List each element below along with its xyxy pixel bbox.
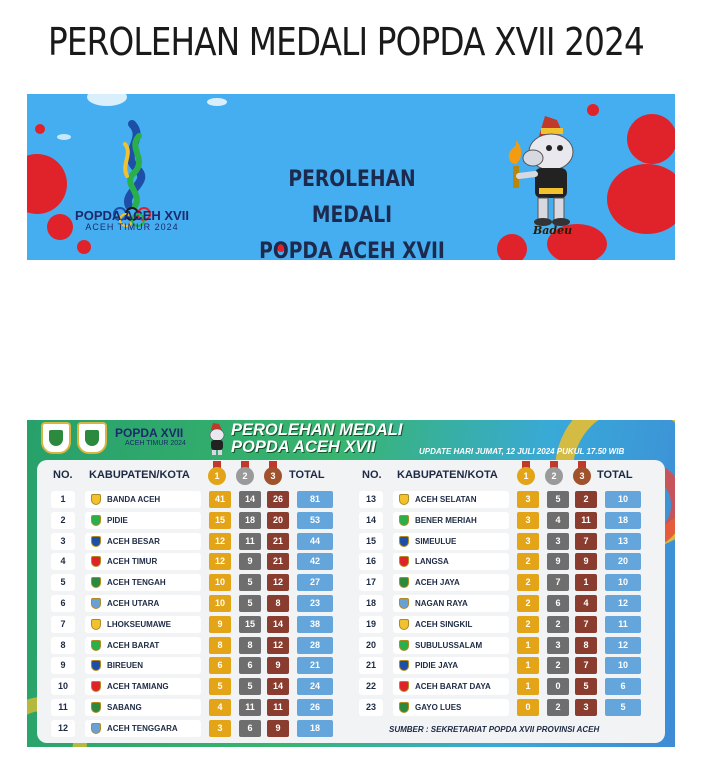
- region-name-label: ACEH BESAR: [107, 536, 160, 546]
- header-no-right: NO.: [362, 469, 382, 481]
- region-crest-icon: [91, 619, 101, 630]
- bronze-count: 1: [575, 574, 597, 591]
- gold-count: 12: [209, 533, 231, 550]
- mascot-name: Badeu: [533, 224, 573, 237]
- source-note: SUMBER : SEKRETARIAT POPDA XVII PROVINSI ACEH: [389, 725, 600, 734]
- page-title: PEROLEHAN MEDALI POPDA XVII 2024: [48, 20, 644, 64]
- board-title-line1: PEROLEHAN MEDALI: [231, 421, 403, 439]
- total-count: 12: [605, 595, 641, 612]
- bronze-count: 7: [575, 533, 597, 550]
- region-crest-icon: [399, 660, 409, 671]
- total-count: 12: [605, 637, 641, 654]
- rank-number: 8: [51, 637, 75, 654]
- aceh-timur-crest-icon: [77, 422, 107, 454]
- bronze-count: 26: [267, 491, 289, 508]
- region-crest-icon: [91, 598, 101, 609]
- region-name: [85, 595, 201, 612]
- region-name-label: LHOKSEUMAWE: [107, 619, 171, 629]
- region-name: [393, 533, 509, 550]
- silver-count: 2: [547, 616, 569, 633]
- bronze-count: 8: [575, 637, 597, 654]
- bronze-count: 7: [575, 657, 597, 674]
- region-name: [85, 657, 201, 674]
- silver-count: 3: [547, 533, 569, 550]
- region-crest-icon: [399, 556, 409, 567]
- bronze-count: 14: [267, 616, 289, 633]
- popda-logo-icon: [67, 114, 197, 254]
- banner-image: [27, 94, 675, 260]
- board-title-line2: POPDA ACEH XVII: [231, 438, 376, 456]
- rank-number: 7: [51, 616, 75, 633]
- gold-count: 3: [517, 512, 539, 529]
- region-name-label: NAGAN RAYA: [415, 599, 468, 608]
- medal-standings-board: [27, 420, 675, 747]
- region-crest-icon: [91, 640, 101, 651]
- region-crest-icon: [91, 556, 101, 567]
- silver-count: 2: [547, 657, 569, 674]
- region-crest-icon: [399, 619, 409, 630]
- bronze-count: 9: [267, 720, 289, 737]
- bronze-count: 11: [267, 699, 289, 716]
- region-name-label: ACEH BARAT DAYA: [415, 682, 491, 692]
- region-name: [85, 491, 201, 508]
- rank-number: 22: [359, 678, 383, 695]
- rank-number: 9: [51, 657, 75, 674]
- bronze-medal-icon: 3: [572, 461, 592, 485]
- gold-count: 2: [517, 616, 539, 633]
- region-name-label: PIDIE: [107, 515, 128, 525]
- total-count: 42: [297, 553, 333, 570]
- region-name: [85, 720, 201, 737]
- silver-count: 6: [239, 720, 261, 737]
- banner-logo-text: POPDA ACEH XVII: [75, 208, 189, 223]
- total-count: 53: [297, 512, 333, 529]
- silver-count: 4: [547, 512, 569, 529]
- gold-count: 2: [517, 574, 539, 591]
- gold-count: 15: [209, 512, 231, 529]
- region-name: [393, 512, 509, 529]
- banner-logo-subtitle: ACEH TIMUR 2024: [85, 222, 179, 232]
- rank-number: 12: [51, 720, 75, 737]
- region-name: [85, 533, 201, 550]
- region-name-label: ACEH JAYA: [415, 578, 460, 588]
- gold-count: 3: [209, 720, 231, 737]
- region-name: [85, 574, 201, 591]
- silver-count: 9: [547, 553, 569, 570]
- aceh-crest-icon: [41, 422, 71, 454]
- total-count: 18: [297, 720, 333, 737]
- rank-number: 23: [359, 699, 383, 716]
- region-name: [393, 678, 509, 695]
- region-crest-icon: [399, 681, 409, 692]
- rank-number: 15: [359, 533, 383, 550]
- silver-count: 6: [239, 657, 261, 674]
- bronze-count: 9: [267, 657, 289, 674]
- region-name-label: SUBULUSSALAM: [415, 640, 483, 650]
- total-count: 23: [297, 595, 333, 612]
- silver-medal-icon: 2: [235, 461, 255, 485]
- header-region-right: KABUPATEN/KOTA: [397, 469, 498, 481]
- total-count: 26: [297, 699, 333, 716]
- region-name-label: GAYO LUES: [415, 703, 462, 712]
- bronze-count: 7: [575, 616, 597, 633]
- region-crest-icon: [91, 515, 101, 526]
- board-logo-text: POPDA XVII: [115, 426, 184, 440]
- rank-number: 4: [51, 553, 75, 570]
- region-crest-icon: [91, 681, 101, 692]
- total-count: 81: [297, 491, 333, 508]
- gold-count: 3: [517, 533, 539, 550]
- region-crest-icon: [399, 702, 409, 713]
- bronze-count: 11: [575, 512, 597, 529]
- region-crest-icon: [91, 536, 101, 547]
- silver-count: 5: [547, 491, 569, 508]
- rank-number: 19: [359, 616, 383, 633]
- region-name: [393, 595, 509, 612]
- silver-medal-icon: 2: [544, 461, 564, 485]
- region-name: [393, 553, 509, 570]
- bronze-count: 20: [267, 512, 289, 529]
- region-name-label: ACEH SINGKIL: [415, 619, 473, 629]
- rank-number: 1: [51, 491, 75, 508]
- gold-count: 1: [517, 657, 539, 674]
- total-count: 27: [297, 574, 333, 591]
- gold-count: 4: [209, 699, 231, 716]
- region-name: [393, 491, 509, 508]
- bronze-count: 2: [575, 491, 597, 508]
- bronze-count: 9: [575, 553, 597, 570]
- total-count: 10: [605, 657, 641, 674]
- region-name-label: ACEH UTARA: [107, 599, 160, 608]
- region-name-label: BANDA ACEH: [107, 495, 161, 504]
- total-count: 10: [605, 574, 641, 591]
- bronze-count: 21: [267, 533, 289, 550]
- total-count: 24: [297, 678, 333, 695]
- region-name: [85, 512, 201, 529]
- gold-count: 8: [209, 637, 231, 654]
- total-count: 6: [605, 678, 641, 695]
- rank-number: 18: [359, 595, 383, 612]
- rank-number: 17: [359, 574, 383, 591]
- rank-number: 11: [51, 699, 75, 716]
- silver-count: 2: [547, 699, 569, 716]
- rank-number: 21: [359, 657, 383, 674]
- gold-count: 12: [209, 553, 231, 570]
- region-name-label: LANGSA: [415, 557, 449, 567]
- header-no-left: NO.: [53, 469, 73, 481]
- rank-number: 10: [51, 678, 75, 695]
- bronze-count: 14: [267, 678, 289, 695]
- banner-heading-line1: PEROLEHAN MEDALI: [288, 167, 416, 228]
- silver-count: 11: [239, 699, 261, 716]
- total-count: 28: [297, 637, 333, 654]
- silver-count: 14: [239, 491, 261, 508]
- gold-count: 6: [209, 657, 231, 674]
- total-count: 5: [605, 699, 641, 716]
- bronze-medal-icon: 3: [263, 461, 283, 485]
- silver-count: 8: [239, 637, 261, 654]
- gold-count: 10: [209, 574, 231, 591]
- silver-count: 11: [239, 533, 261, 550]
- rank-number: 16: [359, 553, 383, 570]
- region-name: [393, 637, 509, 654]
- gold-count: 10: [209, 595, 231, 612]
- region-crest-icon: [91, 723, 101, 734]
- bronze-count: 12: [267, 574, 289, 591]
- region-crest-icon: [399, 536, 409, 547]
- silver-count: 15: [239, 616, 261, 633]
- bronze-count: 4: [575, 595, 597, 612]
- mascot-icon: [505, 110, 595, 242]
- gold-count: 1: [517, 678, 539, 695]
- banner-heading: [246, 162, 459, 260]
- region-crest-icon: [91, 702, 101, 713]
- gold-count: 2: [517, 595, 539, 612]
- rank-number: 20: [359, 637, 383, 654]
- region-name-label: PIDIE JAYA: [415, 661, 458, 671]
- gold-count: 41: [209, 491, 231, 508]
- rank-number: 6: [51, 595, 75, 612]
- region-name: [393, 616, 509, 633]
- silver-count: 9: [239, 553, 261, 570]
- region-name: [85, 553, 201, 570]
- total-count: 10: [605, 491, 641, 508]
- total-count: 11: [605, 616, 641, 633]
- region-name-label: BENER MERIAH: [415, 515, 477, 525]
- bronze-count: 3: [575, 699, 597, 716]
- total-count: 20: [605, 553, 641, 570]
- region-crest-icon: [91, 494, 101, 505]
- header-total-right: TOTAL: [597, 469, 633, 481]
- update-timestamp: UPDATE HARI JUMAT, 12 JULI 2024 PUKUL 17.50 WIB: [419, 447, 625, 456]
- region-name: [393, 699, 509, 716]
- silver-count: 3: [547, 637, 569, 654]
- region-crest-icon: [399, 515, 409, 526]
- total-count: 44: [297, 533, 333, 550]
- silver-count: 5: [239, 574, 261, 591]
- region-name-label: SABANG: [107, 703, 142, 712]
- total-count: 38: [297, 616, 333, 633]
- region-name: [85, 678, 201, 695]
- gold-medal-icon: 1: [207, 461, 227, 485]
- region-crest-icon: [91, 660, 101, 671]
- region-name-label: SIMEULUE: [415, 536, 457, 546]
- region-name: [85, 699, 201, 716]
- gold-count: 5: [209, 678, 231, 695]
- region-name-label: ACEH BARAT: [107, 640, 160, 650]
- gold-count: 3: [517, 491, 539, 508]
- region-name-label: ACEH TENGGARA: [107, 723, 178, 733]
- standings-panel: [37, 460, 665, 743]
- bronze-count: 5: [575, 678, 597, 695]
- region-name-label: ACEH TAMIANG: [107, 682, 169, 692]
- rank-number: 5: [51, 574, 75, 591]
- region-name-label: ACEH TENGAH: [107, 578, 166, 588]
- region-name: [85, 637, 201, 654]
- gold-count: 0: [517, 699, 539, 716]
- gold-medal-icon: 1: [516, 461, 536, 485]
- region-name-label: ACEH SELATAN: [415, 495, 477, 504]
- gold-count: 9: [209, 616, 231, 633]
- silver-count: 5: [239, 595, 261, 612]
- total-count: 18: [605, 512, 641, 529]
- silver-count: 6: [547, 595, 569, 612]
- banner-heading-line2: POPDA ACEH XVII: [259, 239, 445, 260]
- bronze-count: 21: [267, 553, 289, 570]
- silver-count: 5: [239, 678, 261, 695]
- region-name-label: ACEH TIMUR: [107, 557, 158, 567]
- silver-count: 18: [239, 512, 261, 529]
- bronze-count: 12: [267, 637, 289, 654]
- rank-number: 3: [51, 533, 75, 550]
- board-logo-subtitle: ACEH TIMUR 2024: [125, 440, 186, 447]
- gold-count: 2: [517, 553, 539, 570]
- region-name-label: BIREUEN: [107, 661, 144, 671]
- header-region-left: KABUPATEN/KOTA: [89, 469, 190, 481]
- region-crest-icon: [399, 598, 409, 609]
- region-name: [393, 657, 509, 674]
- region-crest-icon: [399, 494, 409, 505]
- board-title: [231, 422, 402, 456]
- rank-number: 2: [51, 512, 75, 529]
- region-crest-icon: [399, 577, 409, 588]
- total-count: 21: [297, 657, 333, 674]
- header-total-left: TOTAL: [289, 469, 325, 481]
- bronze-count: 8: [267, 595, 289, 612]
- silver-count: 7: [547, 574, 569, 591]
- rank-number: 14: [359, 512, 383, 529]
- silver-count: 0: [547, 678, 569, 695]
- region-name: [85, 616, 201, 633]
- total-count: 13: [605, 533, 641, 550]
- region-crest-icon: [91, 577, 101, 588]
- mascot-small-icon: [205, 422, 229, 456]
- gold-count: 1: [517, 637, 539, 654]
- rank-number: 13: [359, 491, 383, 508]
- region-crest-icon: [399, 640, 409, 651]
- region-name: [393, 574, 509, 591]
